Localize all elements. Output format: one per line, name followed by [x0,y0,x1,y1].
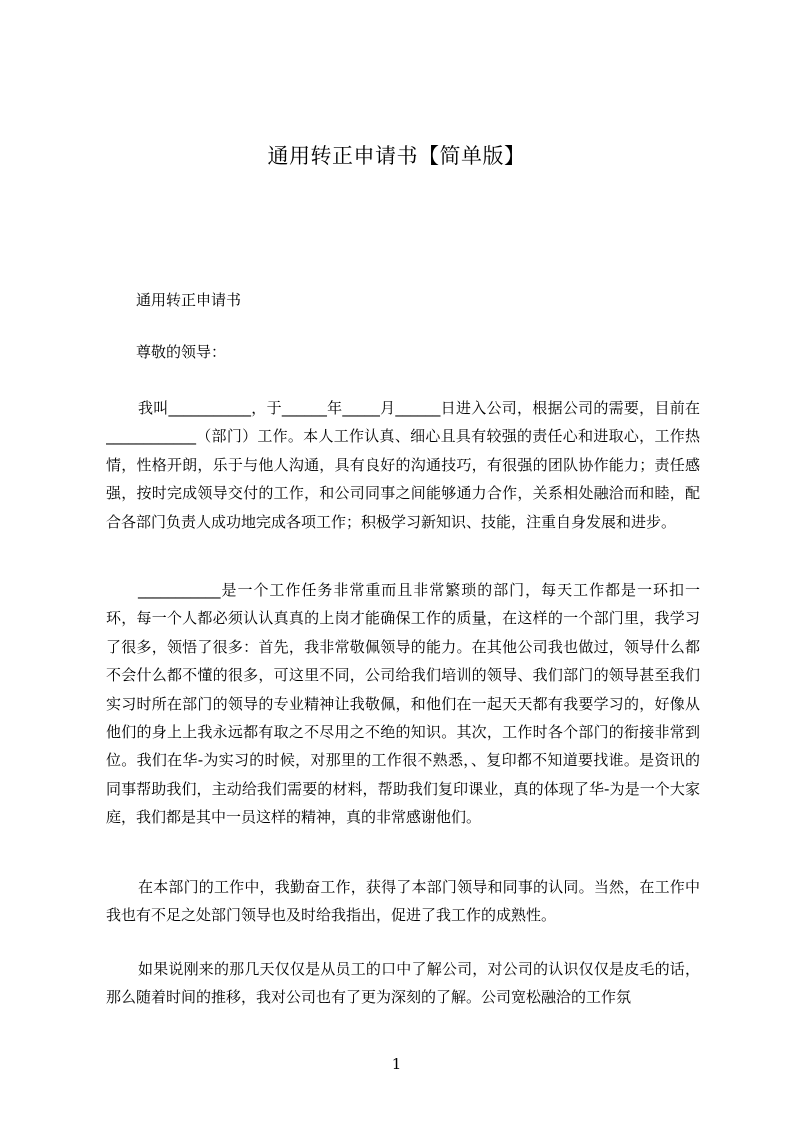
salutation: 尊敬的领导： [136,343,227,361]
body-paragraph-1: 我叫___________，于______年_____月______日进入公司，根据公司的需要，目前在____________（部门）工作。本人工作认真、细心且具有较强的责任心和进取心，工作热情，性格开朗，乐于与他人沟通，具有良好的沟通技巧，有很强的团队协作能力；责任感强，按时完成领导交付的工作，和公司同事之间能够通力合作，关系相处融洽而和睦，配合各部门负责人成功地完成各项工作；积极学习新知识、技能，注重自身发展和进步。 [106,399,700,531]
body-paragraph-3: 在本部门的工作中，我勤奋工作，获得了本部门领导和同事的认同。当然，在工作中我也有不足之处部门领导也及时给我指出，促进了我工作的成熟性。 [106,878,700,925]
letter-heading: 通用转正申请书 [136,291,242,309]
body-paragraph-4: 如果说刚来的那几天仅仅是从员工的口中了解公司，对公司的认识仅仅是皮毛的话，那么随着时间的推移，我对公司也有了更为深刻的了解。公司宽松融洽的工作氛 [106,960,700,1007]
document-title: 通用转正申请书【简单版】 [267,144,526,168]
page-number: 1 [391,1055,402,1073]
body-paragraph-2: ___________是一个工作任务非常重而且非常繁琐的部门，每天工作都是一环扣一环，每一个人都必须认认真真的上岗才能确保工作的质量，在这样的一个部门里，我学习了很多，领悟了很多：首先，我非常敬佩领导的能力。在其他公司我也做过，领导什么都不会什么都不懂的很多，可这里不同，公司给我们培训的领导、我们部门的领导甚至我们实习时所在部门的领导的专业精神让我敬佩，和他们在一起天天都有我要学习的，好像从他们的身上上我永远都有取之不尽用之不绝的知识。其次，工作时各个部门的衔接非常到位。我们在华-为实习的时候，对那里的工作很不熟悉，、复印都不知道要找谁。是资讯的同事帮助我们，主动给我们需要的材料，帮助我们复印课业，真的体现了华-为是一个大家庭，我们都是其中一员这样的精神，真的非常感谢他们。 [106,581,700,827]
